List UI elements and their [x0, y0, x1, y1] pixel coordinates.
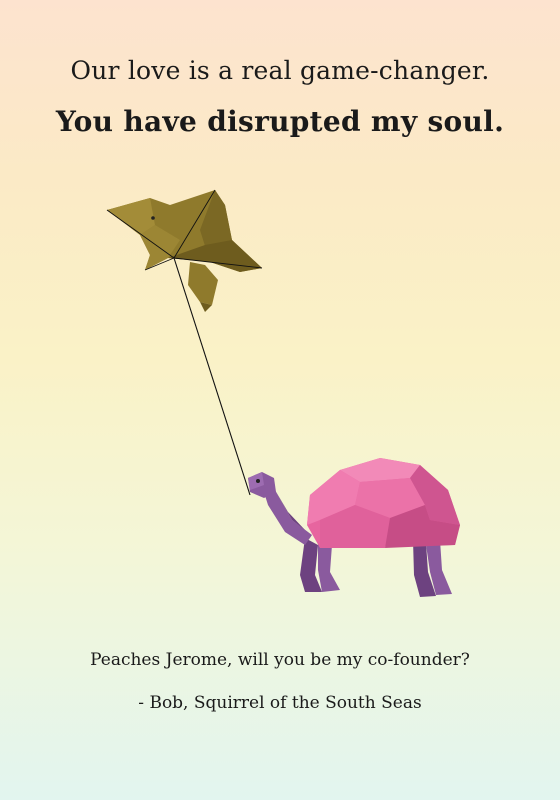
tortoise [248, 458, 460, 597]
headline-line-2: You have disrupted my soul. [55, 105, 505, 138]
headline-line-1: Our love is a real game-changer. [70, 56, 490, 85]
signature: - Bob, Squirrel of the South Seas [138, 693, 422, 713]
flying-squirrel-kite [107, 190, 262, 312]
proposal-question: Peaches Jerome, will you be my co-founder? [90, 650, 470, 670]
